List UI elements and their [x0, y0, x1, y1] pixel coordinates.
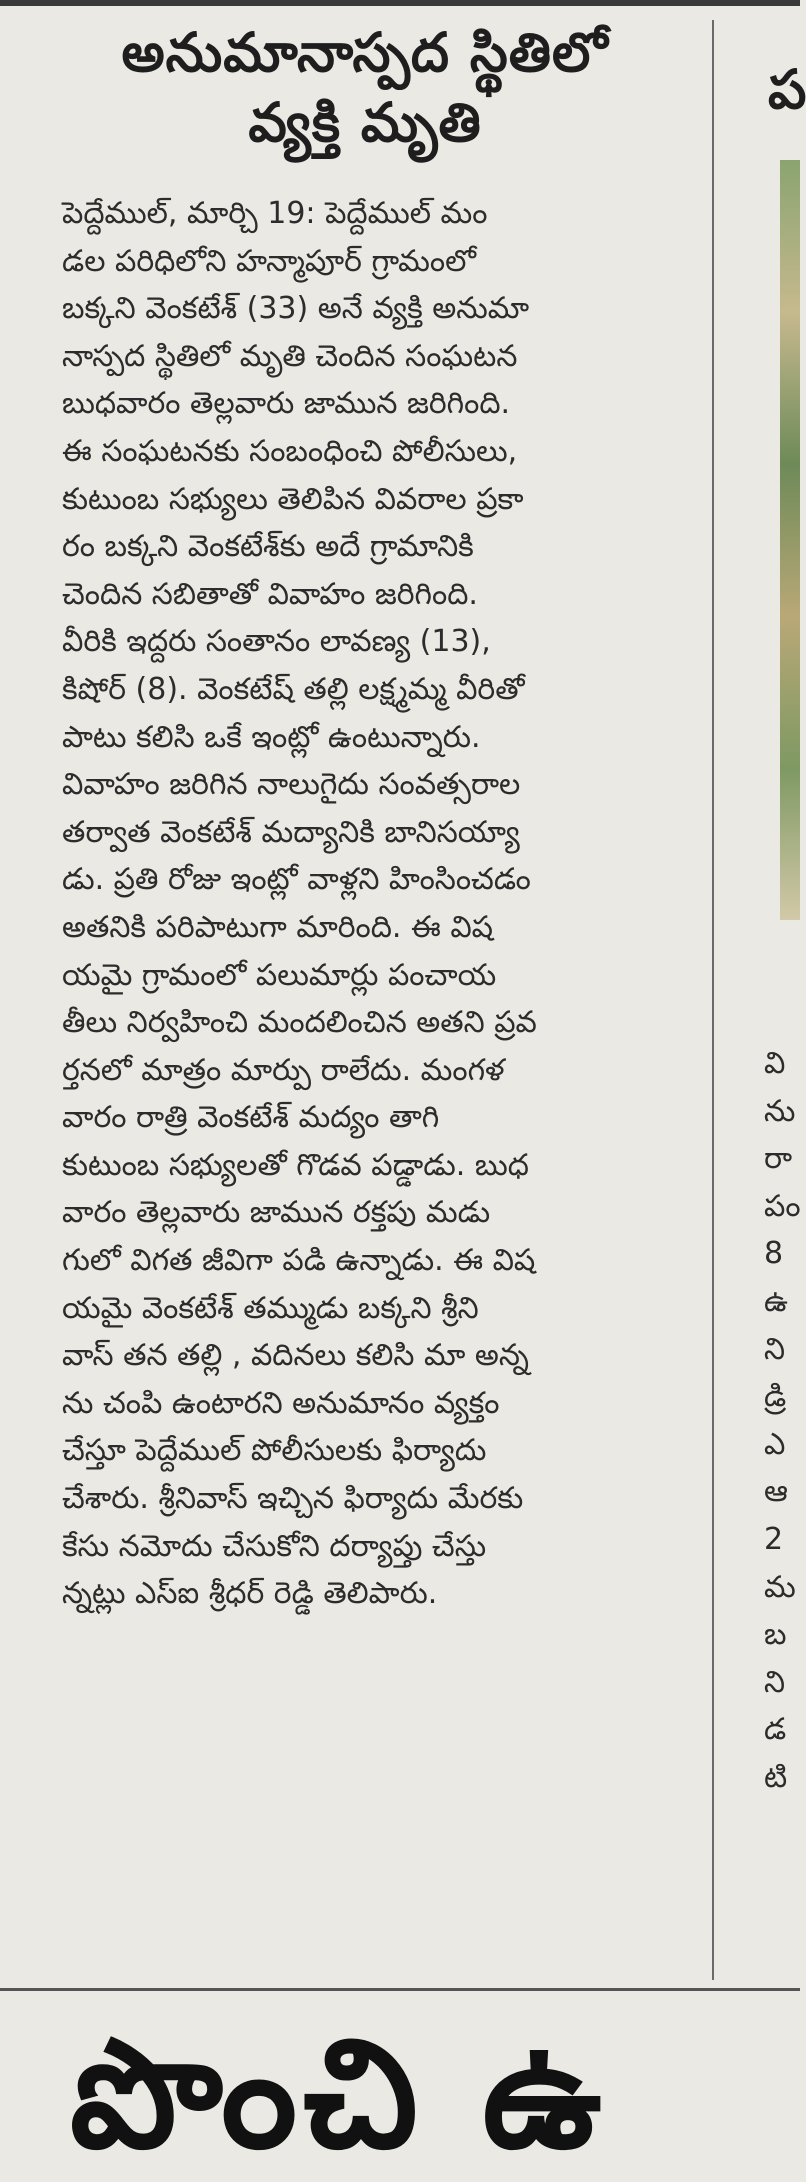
side-column-line: టి — [764, 1759, 788, 1795]
side-column-photo — [780, 160, 800, 920]
article-line: చేస్తూ పెద్దేముల్ పోలీసులకు ఫిర్యాదు — [62, 1433, 487, 1469]
side-column-line: ఆ — [764, 1474, 788, 1510]
article-line: వీరికి ఇద్దరు సంతానం లావణ్య (13), — [62, 624, 491, 660]
side-column-line: ని — [764, 1331, 786, 1367]
article-line: వారం రాత్రి వెంకటేశ్ మద్యం తాగి — [62, 1100, 440, 1136]
side-column-title: ప — [768, 58, 806, 121]
top-rule — [0, 0, 800, 6]
article-line: పెద్దేముల్, మార్చి 19: పెద్దేముల్ మం — [62, 196, 488, 231]
article-line: ఈ సంఘటనకు సంబంధించి పోలీసులు, — [62, 433, 518, 469]
article-line: యమై వెంకటేశ్ తమ్ముడు బక్కని శ్రీని — [62, 1290, 479, 1326]
article-body — [62, 190, 687, 1618]
article-headline — [40, 18, 690, 158]
article-line: యమై గ్రామంలో పలుమార్లు పంచాయ — [62, 957, 497, 993]
side-column-line: బ — [764, 1617, 787, 1653]
article-line: కేసు నమోదు చేసుకోని దర్యాప్తు చేస్తు — [62, 1528, 487, 1564]
article-line: డు. ప్రతి రోజు ఇంట్లో వాళ్లని హింసించడం — [62, 862, 531, 898]
bottom-headline: పొంచి ఉ — [70, 2008, 608, 2182]
article-line: పాటు కలిసి ఒకే ఇంట్లో ఉంటున్నారు. — [62, 719, 481, 755]
side-column-line: 2 — [764, 1521, 784, 1557]
article-line: బుధవారం తెల్లవారు జామున జరిగింది. — [62, 386, 511, 422]
side-column-line: 8 — [764, 1236, 784, 1272]
section-separator — [0, 1988, 800, 1991]
article-line: అతనికి పరిపాటుగా మారింది. ఈ విష — [62, 909, 494, 945]
article-line: తర్వాత వెంకటేశ్ మద్యానికి బానిసయ్యా — [62, 814, 520, 850]
side-column-text — [764, 1040, 800, 1802]
article-line: చేశారు. శ్రీనివాస్ ఇచ్చిన ఫిర్యాదు మేరకు — [62, 1481, 524, 1517]
side-column-line: డ — [764, 1712, 787, 1748]
article-line: గులో విగత జీవిగా పడి ఉన్నాడు. ఈ విష — [62, 1243, 536, 1279]
article-line: కుటుంబ సభ్యులతో గొడవ పడ్డాడు. బుధ — [62, 1147, 529, 1183]
article-line: బక్కని వెంకటేశ్ (33) అనే వ్యక్తి అనుమా — [62, 291, 530, 327]
side-column-line: డ్రి — [764, 1379, 787, 1415]
article-line: చెందిన సబితాతో వివాహం జరిగింది. — [62, 576, 478, 612]
column-separator — [712, 20, 714, 1980]
headline-line-2: వ్యక్తి మృతి — [248, 91, 482, 154]
article-line: కుటుంబ సభ్యులు తెలిపిన వివరాల ప్రకా — [62, 481, 524, 517]
article-line: నాస్పద స్థితిలో మృతి చెందిన సంఘటన — [62, 338, 518, 374]
side-column-line: ఉ — [764, 1283, 788, 1319]
article-line: తీలు నిర్వహించి మందలించిన అతని ప్రవ — [62, 1005, 537, 1041]
article-line: ర్తనలో మాత్రం మార్పు రాలేదు. మంగళ — [62, 1052, 505, 1088]
article-line: ను చంపి ఉంటారని అనుమానం వ్యక్తం — [62, 1385, 500, 1421]
side-column-line: పం — [764, 1188, 801, 1224]
article-line: డల పరిధిలోని హన్మాపూర్ గ్రామంలో — [62, 243, 476, 279]
article-line: కిషోర్ (8). వెంకటేష్ తల్లి లక్ష్మమ్మ వీరితో — [62, 671, 525, 707]
article-line: వివాహం జరిగిన నాలుగైదు సంవత్సరాల — [62, 767, 521, 803]
side-column-line: రా — [764, 1141, 793, 1177]
side-column-line: ను — [764, 1093, 796, 1129]
article-line: రం బక్కని వెంకటేశ్‌కు అదే గ్రామానికి — [62, 529, 474, 565]
article-line: వాస్ తన తల్లి , వదినలు కలిసి మా అన్న — [62, 1338, 529, 1374]
article-line: న్నట్లు ఎస్ఐ శ్రీధర్ రెడ్డి తెలిపారు. — [62, 1576, 438, 1612]
headline-line-1: అనుమానాస్పద స్థితిలో — [121, 21, 609, 84]
side-column-line: ఎ — [764, 1426, 786, 1462]
article-line: వారం తెల్లవారు జామున రక్తపు మడు — [62, 1195, 491, 1231]
side-column-line: మ — [764, 1569, 796, 1605]
side-column-line: వి — [764, 1046, 786, 1081]
side-column-line: ని — [764, 1664, 786, 1700]
